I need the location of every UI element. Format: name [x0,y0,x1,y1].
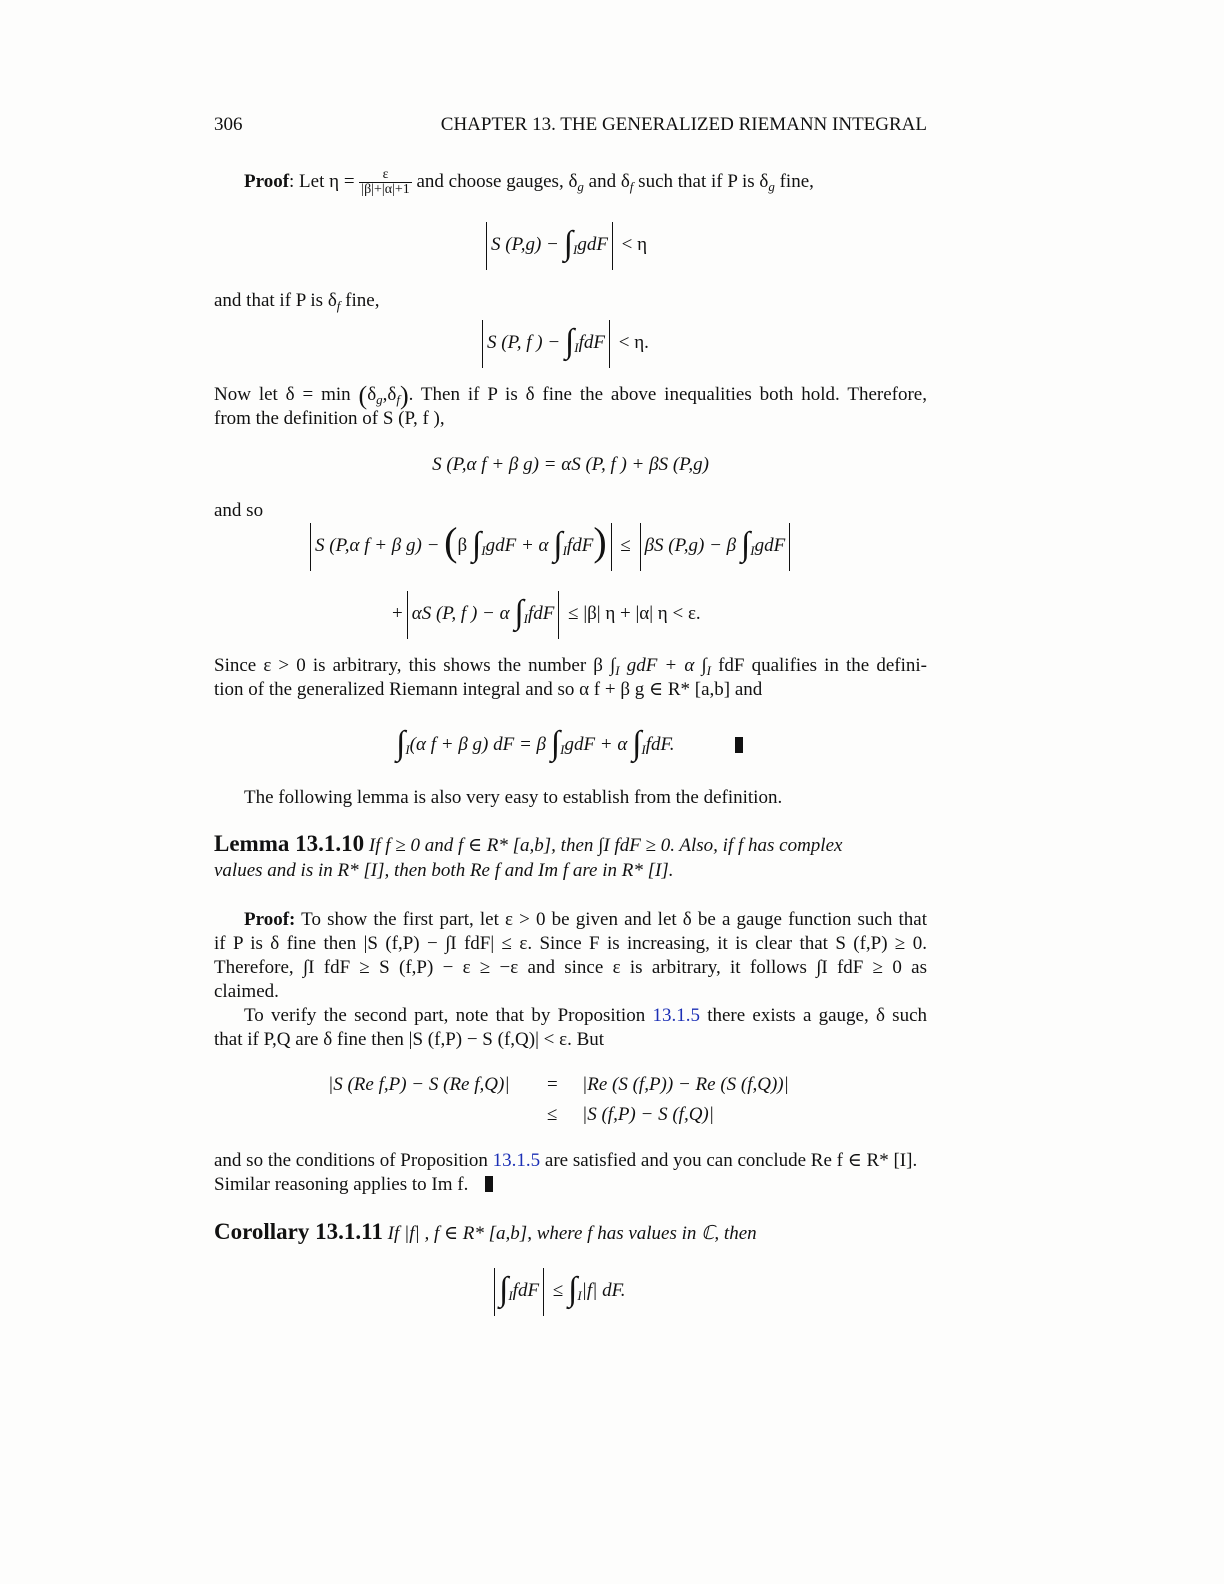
after-line1 [214,1149,927,1173]
lemma-text-1: If f ≥ 0 and f ∈ R* [a,b], then ∫I fdF ≥ 0. Also, if f has complex [368,835,843,856]
proof2-text-1: To show the first part, let ε > 0 be given and let δ be a gauge function such that [301,909,927,930]
eq5-inner: αS (P, f ) − α [411,603,510,624]
eq4-left: S (P,α f + β g) − [315,535,440,556]
now-let-line2: from the definition of S (P, f ), [214,408,445,429]
proposition-link-2[interactable]: 13.1.5 [492,1150,541,1171]
eq7-leq: ≤ [547,1104,558,1125]
eta-fraction [359,168,411,197]
abs-bar-left [310,523,311,571]
proposition-link[interactable]: 13.1.5 [652,1005,700,1026]
sub-g: g [577,178,584,194]
eq1-left: S (P,g) − [491,234,559,255]
and-so-text: and so [214,500,264,521]
eq4-beta: β [457,535,468,556]
chapter-title: CHAPTER 13. THE GENERALIZED RIEMANN INTEGRAL [440,114,927,135]
abs-bar-left [494,1268,495,1316]
abs-bar-left [482,320,483,368]
corollary-text: If |f| , f ∈ R* [a,b], where f has values in ℂ, then [387,1223,757,1244]
now-let-b: . Then if P is δ fine the above inequalities both hold. Therefore, [408,384,927,405]
eq6-mid: gdF + α [564,734,628,755]
proof-tail-end: fine, [779,170,814,192]
abs-bar-right [558,591,559,639]
now-let-line1: Now let $\delta = \min (\delta_g,\delta_f)$. Then if P is δ fine the above inequalities both hold. Therefore, [214,381,927,410]
proof-lead: : Let η = [289,170,355,192]
proof-label: Proof [244,170,290,192]
eq5-tail: ≤ |β| η + |α| η < ε. [568,603,701,624]
abs-bar-right [543,1268,544,1316]
proof-rest: and choose gauges, δ [416,170,578,192]
eq2-right: < η. [618,332,649,353]
after-text-b: are satisfied and you can conclude Re f ∈ R* [I]. [544,1150,918,1171]
now-let-a: Now let δ = min [214,384,351,405]
eq4-integrand-g: gdF + α [485,535,549,556]
corollary-label: Corollary 13.1.11 [214,1219,383,1244]
proof2-line2: if P is δ fine then |S (f,P) − ∫I fdF| ≤ ε. Since F is increasing, it is clear that S (f,P) ≥ 0. [214,933,927,954]
abs-bar-right [612,222,613,270]
abs-bar-mid [611,523,612,571]
after-text-2: Similar reasoning applies to Im f. [214,1174,469,1195]
corollary-line [214,1220,927,1246]
equation-7 [328,1073,510,1097]
fraction-numerator: ε [359,168,411,183]
abs-bar-right [789,523,790,571]
equation-5: + αS (P, f ) − α $\int_IfdF \le |\beta|$ η + |α| η < ε. [392,588,701,640]
sub-f: f [629,178,634,194]
eq4-leq: ≤ [620,535,631,556]
eq5-plus: + [392,603,403,624]
eq6-left: (α f + β g) dF = β [409,734,547,755]
and-that-text: and that if P is δ [214,290,337,311]
eq4-right-int: gdF [754,535,786,556]
lemma-line1 [214,832,927,858]
equation-1: S $(P,g) - \int_IgdF < \eta$ [482,220,647,270]
equation-8: $\int_IfdF \le \int_I|f|$ dF. [490,1266,626,1316]
sub-g-2: g [768,178,775,194]
since-line1: Since ε > 0 is arbitrary, this shows the number β $\int_I$ gdF + α $\int_I$ fdF qualifies in the defini- [214,655,927,678]
abs-bar-left [486,222,487,270]
abs-bar-mid2 [640,523,641,571]
eq1-right: < η [621,234,648,255]
page-number: 306 [214,114,243,135]
eq8-left: fdF [512,1280,540,1301]
eq2-left: S (P, f ) − [487,332,561,353]
eq4-integrand-f: fdF [566,535,594,556]
eq6-right: fdF. [645,734,675,755]
eq5-integrand: fdF [528,603,555,624]
proof2-line4: claimed. [214,981,279,1002]
proof2-text-5a: To verify the second part, note that by Proposition [244,1005,646,1026]
proof-and-delta: and δ [588,170,630,192]
eq7-rhs2: |S (f,P) − S (f,Q)| [582,1104,714,1125]
since-a: Since ε > 0 is arbitrary, this shows the number β [214,655,603,676]
eq8-right: |f| dF. [581,1280,626,1301]
eq7-eq: = [547,1074,558,1095]
after-line2 [214,1173,927,1197]
proof2-label: Proof: [244,909,296,930]
since-line2: tion of the generalized Riemann integral and so α f + β g ∈ R* [a,b] and [214,679,763,700]
proof2-line1 [244,908,927,932]
proof2-line6: that if P,Q are δ fine then |S (f,P) − S (f,Q)| < ε. But [214,1029,605,1050]
eq7-lhs: |S (Re f,P) − S (Re f,Q)| [328,1074,510,1095]
lemma-label: Lemma 13.1.10 [214,831,365,856]
eq7-rhs1: |Re (S (f,P)) − Re (S (f,Q))| [582,1074,789,1095]
proof-tail: such that if P is δ [638,170,769,192]
sub-f-2: f [336,298,341,313]
abs-bar-right [609,320,610,368]
eq2-integrand: fdF [578,332,605,353]
equation-3: S (P,α f + β g) = αS (P, f ) + βS (P,g) [432,454,709,475]
proof-intro-line [244,168,927,197]
abs-bar-left [407,591,408,639]
and-that-end: fine, [345,290,380,311]
fraction-denominator: |β|+|α|+1 [361,182,410,197]
eq1-integrand: gdF [577,234,608,255]
after-text-a: and so the conditions of Proposition [214,1150,488,1171]
eq4-right-a: βS (P,g) − β [644,535,737,556]
eq8-leq: ≤ [552,1280,564,1301]
qed-mark-2 [485,1176,493,1192]
qed-mark [735,737,743,753]
proof2-line5 [244,1004,927,1028]
since-c: fdF qualifies in the defini- [718,655,927,676]
and-that-line [214,289,927,313]
lemma-line2: values and is in R* [I], then both Re f and Im f are in R* [I]. [214,860,674,881]
since-b: gdF + α [626,655,695,676]
following-line: The following lemma is also very easy to establish from the definition. [244,787,783,808]
equation-4: S (P,α f + β g) − (β $\int_IgdF + \alpha$ $\int_IfdF) \le \beta S$ (P,g) − β $\int_IgdF$ [306,520,794,572]
proof2-text-5b: there exists a gauge, δ such [707,1005,928,1026]
proof2-line3: Therefore, ∫I fdF ≥ S (f,P) − ε ≥ −ε and since ε is arbitrary, it follows ∫I fdF ≥ 0 as [214,957,927,978]
equation-2: S (P, f ) − $\int_IfdF < \eta$. [478,318,649,368]
equation-6: $\int_I(\alpha$ f + β g) dF = β $\int_IgdF + \alpha$ $\int_IfdF$. [396,725,675,762]
